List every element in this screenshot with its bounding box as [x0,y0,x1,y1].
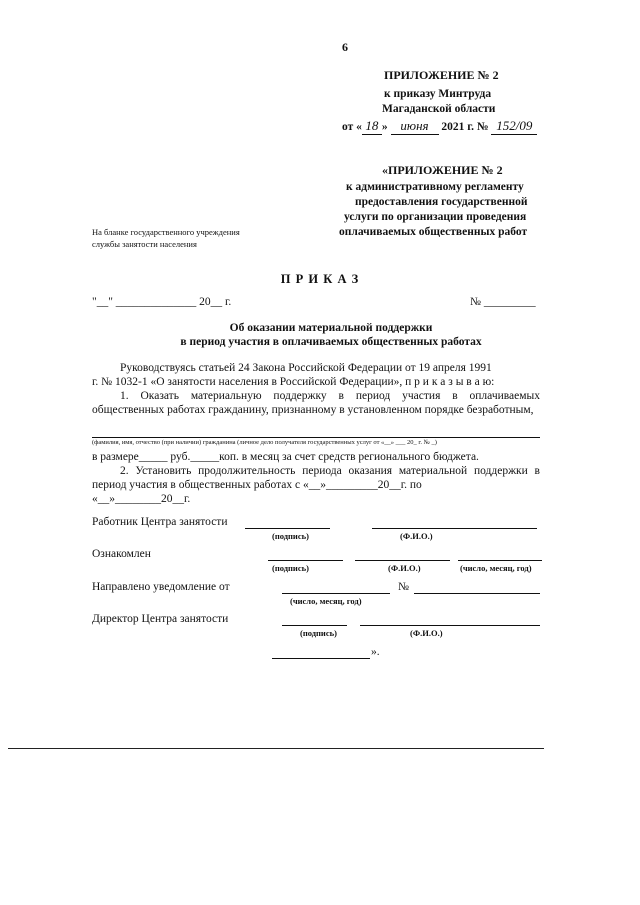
notice-date-line [282,593,390,594]
appendix-date-line: от « 18 » июня 2021 г. № 152/09 [342,118,537,135]
director-signature-line [282,625,347,626]
notice-label: Направлено уведомление от [92,581,230,593]
worker-fio-caption: (Ф.И.О.) [400,531,433,541]
closing-line [272,658,370,659]
order-date-blank: "__" ______________ 20__ г. [92,296,232,308]
handwritten-day: 18 [362,118,382,135]
notice-date-caption: (число, месяц, год) [290,596,362,606]
worker-signature-caption: (подпись) [272,531,309,541]
acquainted-signature-caption: (подпись) [272,563,309,573]
regulation-line3: предоставления государственной [355,196,528,208]
notice-number-sign: № [398,581,409,593]
appendix-title: ПРИЛОЖЕНИЕ № 2 [384,68,499,82]
appendix-line2: к приказу Минтруда [384,88,492,100]
bottom-rule [8,748,544,749]
body-p5: «__»________20__г. [92,493,191,505]
order-number-blank: № _________ [470,296,536,308]
acquainted-signature-line [268,560,343,561]
handwritten-number: 152/09 [491,118,537,135]
fio-underline [92,437,540,438]
appendix-line3: Магаданской области [382,103,496,115]
letterhead-note-line2: службы занятости населения [92,239,197,249]
letterhead-note-line1: На бланке государственного учреждения [92,227,240,237]
page-number: 6 [342,40,348,54]
subject-line2: в период участия в оплачиваемых общественных работах [180,336,482,348]
director-fio-caption: (Ф.И.О.) [410,628,443,638]
document-title: П Р И К А З [280,272,360,286]
body-p1-line1: Руководствуясь статьей 24 Закона Российской Федерации от 19 апреля 1991 [120,362,492,374]
acquainted-date-caption: (число, месяц, год) [460,563,532,573]
handwritten-month: июня [391,118,439,135]
regulation-line4: услуги по организации проведения [344,211,527,223]
director-fio-line [360,625,540,626]
body-p1-line2: г. № 1032-1 «О занятости населения в Российской Федерации», п р и к а з ы в а ю: [92,376,495,388]
body-p2: 1. Оказать материальную поддержку в период участия в оплачиваемых общественных работах гражданину, признанному в установленном порядке безработным, [92,390,540,416]
body-p3: в размере_____ руб._____коп. в месяц за счет средств регионального бюджета. [92,451,479,463]
worker-signature-line [245,528,330,529]
regulation-title: «ПРИЛОЖЕНИЕ № 2 [382,163,503,177]
director-label: Директор Центра занятости [92,613,229,625]
regulation-line5: оплачиваемых общественных работ [339,226,528,238]
fio-caption: (фамилия, имя, отчество (при наличии) гражданина (личное дело получателя государственных услуг от «__» ___ 20_ г. № _) [92,439,437,446]
regulation-line2: к административному регламенту [346,181,524,193]
acquainted-fio-caption: (Ф.И.О.) [388,563,421,573]
subject-line1: Об оказании материальной поддержки [229,322,433,334]
closing-quote: ». [371,646,380,658]
director-signature-caption: (подпись) [300,628,337,638]
notice-number-line [414,593,540,594]
worker-label: Работник Центра занятости [92,516,228,528]
acquainted-label: Ознакомлен [92,548,151,560]
acquainted-date-line [458,560,542,561]
body-p4: 2. Установить продолжительность периода оказания материальной поддержки в период участия в общественных работах с «__»_________20__г. по [92,465,540,491]
worker-fio-line [372,528,537,529]
acquainted-fio-line [355,560,450,561]
